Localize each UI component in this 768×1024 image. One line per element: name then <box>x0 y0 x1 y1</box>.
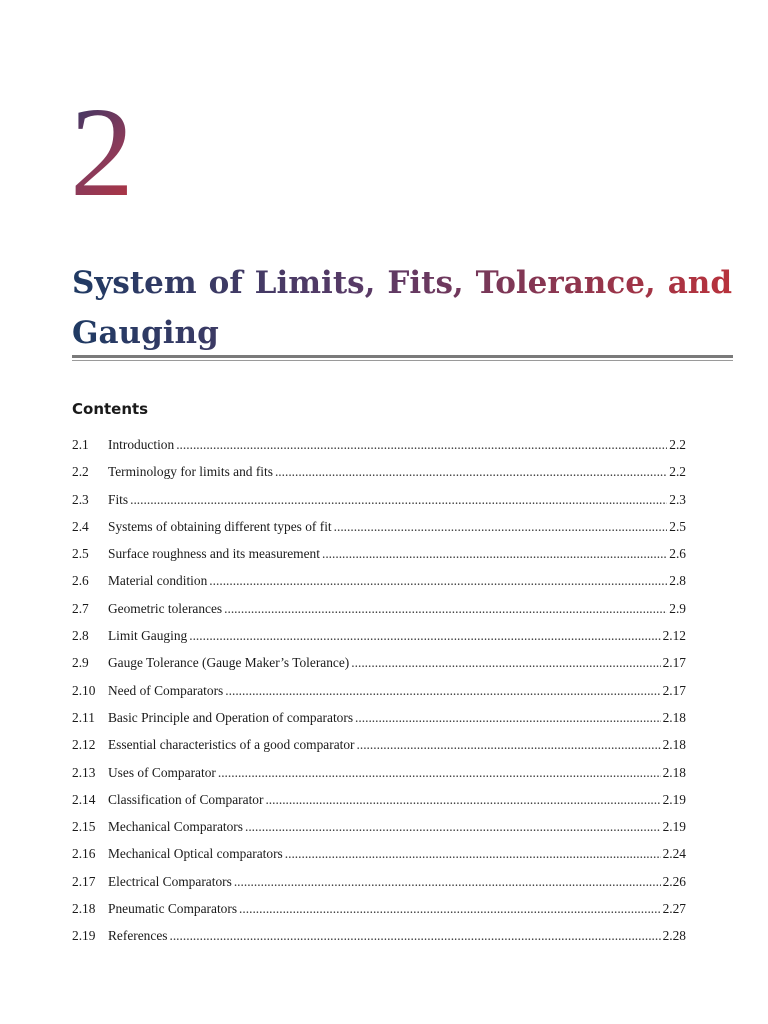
toc-entry-page: 2.6 <box>669 546 686 562</box>
toc-dot-leader <box>189 628 660 644</box>
toc-dot-leader <box>209 573 667 589</box>
toc-entry-title: Terminology for limits and fits <box>108 464 273 480</box>
table-of-contents <box>72 437 686 956</box>
chapter-title: System of Limits, Fits, Tolerance, and Gauging <box>72 258 732 358</box>
contents-heading: Contents <box>72 400 149 418</box>
toc-entry-title: Electrical Comparators <box>108 873 232 889</box>
toc-entry[interactable] <box>72 874 686 901</box>
toc-entry[interactable] <box>72 901 686 928</box>
toc-entry-number: 2.5 <box>72 546 89 562</box>
toc-entry-title: Material condition <box>108 573 208 589</box>
toc-entry-title: Uses of Comparator <box>108 764 216 780</box>
toc-entry-number: 2.7 <box>72 600 89 616</box>
toc-dot-leader <box>285 846 661 862</box>
toc-entry-page: 2.12 <box>662 628 686 644</box>
toc-entry[interactable] <box>72 819 686 846</box>
toc-dot-leader <box>218 765 661 781</box>
toc-entry-page: 2.18 <box>662 737 686 753</box>
toc-entry[interactable] <box>72 628 686 655</box>
toc-entry-page: 2.28 <box>662 928 686 944</box>
toc-dot-leader <box>130 492 667 508</box>
toc-entry[interactable] <box>72 519 686 546</box>
toc-dot-leader <box>176 437 667 453</box>
toc-entry-number: 2.19 <box>72 928 96 944</box>
toc-entry-page: 2.9 <box>669 600 686 616</box>
toc-entry[interactable] <box>72 928 686 955</box>
toc-entry-page: 2.3 <box>669 491 686 507</box>
toc-entry-number: 2.12 <box>72 737 96 753</box>
toc-entry-number: 2.14 <box>72 791 96 807</box>
toc-entry-title: Need of Comparators <box>108 682 224 698</box>
toc-entry[interactable] <box>72 792 686 819</box>
toc-entry-number: 2.2 <box>72 464 89 480</box>
toc-dot-leader <box>357 737 661 753</box>
toc-entry-page: 2.18 <box>662 709 686 725</box>
toc-entry-number: 2.4 <box>72 518 89 534</box>
toc-entry[interactable] <box>72 710 686 737</box>
toc-dot-leader <box>275 464 667 480</box>
toc-entry-title: References <box>108 928 168 944</box>
toc-entry-number: 2.10 <box>72 682 96 698</box>
toc-entry[interactable] <box>72 601 686 628</box>
toc-entry-page: 2.5 <box>669 518 686 534</box>
toc-entry-number: 2.17 <box>72 873 96 889</box>
toc-entry-number: 2.3 <box>72 491 89 507</box>
toc-entry-number: 2.15 <box>72 819 96 835</box>
toc-dot-leader <box>334 519 668 535</box>
toc-entry-page: 2.26 <box>662 873 686 889</box>
toc-dot-leader <box>234 874 661 890</box>
toc-entry-page: 2.27 <box>662 901 686 917</box>
toc-dot-leader <box>169 928 660 944</box>
toc-entry[interactable] <box>72 683 686 710</box>
toc-entry-title: Mechanical Comparators <box>108 819 243 835</box>
toc-entry-page: 2.19 <box>662 819 686 835</box>
toc-dot-leader <box>265 792 660 808</box>
toc-entry-title: Geometric tolerances <box>108 600 223 616</box>
toc-entry-title: Fits <box>108 491 129 507</box>
toc-entry-title: Gauge Tolerance (Gauge Maker’s Tolerance) <box>108 655 350 671</box>
toc-entry[interactable] <box>72 573 686 600</box>
toc-entry-title: Classification of Comparator <box>108 791 264 807</box>
toc-entry-number: 2.1 <box>72 437 89 452</box>
toc-entry-title: Mechanical Optical comparators <box>108 846 283 862</box>
toc-entry-number: 2.6 <box>72 573 89 589</box>
toc-entry-number: 2.16 <box>72 846 96 862</box>
toc-entry[interactable] <box>72 492 686 519</box>
toc-dot-leader <box>351 655 660 671</box>
toc-entry-number: 2.13 <box>72 764 96 780</box>
toc-entry[interactable] <box>72 546 686 573</box>
toc-entry-page: 2.18 <box>662 764 686 780</box>
toc-entry-number: 2.8 <box>72 628 89 644</box>
toc-entry-page: 2.17 <box>662 682 686 698</box>
toc-entry-title: Introduction <box>108 437 175 452</box>
chapter-number: 2 <box>70 81 134 223</box>
toc-entry-page: 2.17 <box>662 655 686 671</box>
toc-entry-title: Limit Gauging <box>108 628 188 644</box>
toc-dot-leader <box>355 710 661 726</box>
toc-entry-page: 2.2 <box>669 437 686 452</box>
toc-entry-title: Basic Principle and Operation of comparators <box>108 709 354 725</box>
toc-entry-page: 2.24 <box>662 846 686 862</box>
toc-entry-number: 2.18 <box>72 901 96 917</box>
toc-entry[interactable] <box>72 737 686 764</box>
toc-entry[interactable] <box>72 846 686 873</box>
toc-entry[interactable] <box>72 464 686 491</box>
toc-entry[interactable] <box>72 655 686 682</box>
toc-entry[interactable] <box>72 437 686 464</box>
toc-entry-title: Systems of obtaining different types of fit <box>108 518 332 534</box>
toc-entry-page: 2.2 <box>669 464 686 480</box>
toc-dot-leader <box>239 901 661 917</box>
toc-entry-title: Pneumatic Comparators <box>108 901 238 917</box>
toc-dot-leader <box>322 546 667 562</box>
toc-dot-leader <box>245 819 661 835</box>
toc-dot-leader <box>225 683 660 699</box>
toc-entry-page: 2.19 <box>662 791 686 807</box>
toc-entry[interactable] <box>72 765 686 792</box>
toc-entry-number: 2.9 <box>72 655 89 671</box>
toc-entry-title: Surface roughness and its measurement <box>108 546 320 562</box>
toc-entry-number: 2.11 <box>72 709 95 725</box>
toc-entry-page: 2.8 <box>669 573 686 589</box>
title-underline-thick <box>72 355 733 358</box>
toc-dot-leader <box>224 601 667 617</box>
toc-entry-title: Essential characteristics of a good comparator <box>108 737 355 753</box>
title-underline-thin <box>72 360 733 361</box>
